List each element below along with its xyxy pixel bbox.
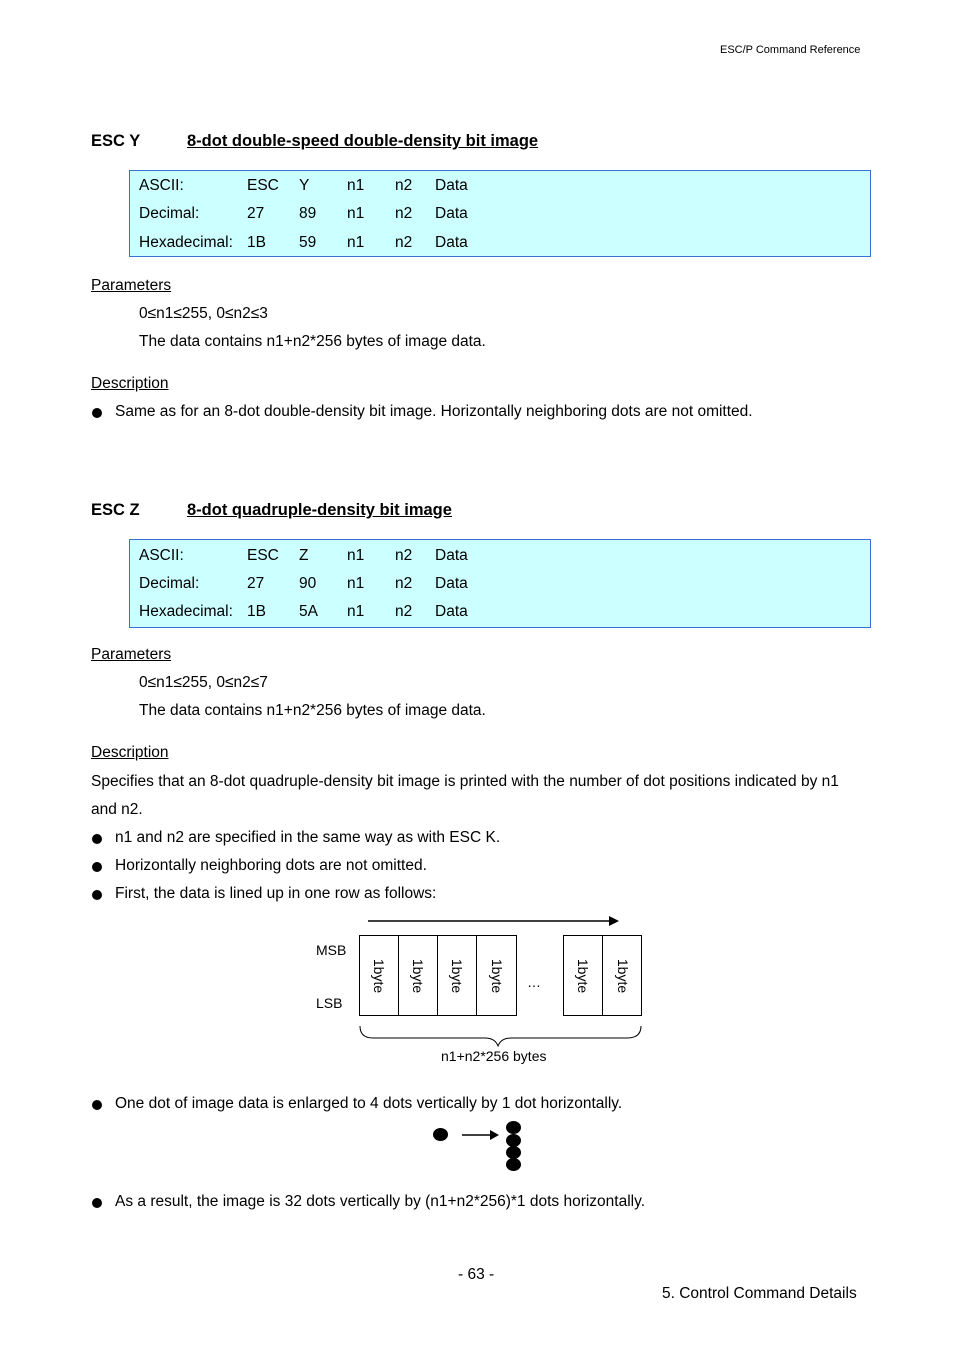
ellipsis: …: [527, 974, 541, 990]
code-value: ESC: [247, 177, 279, 194]
code-value: Data: [435, 234, 468, 251]
code-label: Hexadecimal:: [139, 603, 233, 620]
code-label: Decimal:: [139, 205, 200, 222]
command-title: 8-dot quadruple-density bit image: [187, 501, 452, 519]
command-name: ESC Y: [91, 132, 141, 150]
code-value: n2: [395, 234, 413, 251]
byte-cell: [399, 936, 438, 1015]
byte-cell: [564, 936, 603, 1015]
code-value: Data: [435, 575, 468, 592]
parameters-heading: Parameters: [91, 646, 172, 663]
description-text-line: and n2.: [91, 801, 143, 818]
bullet-icon: [92, 1100, 102, 1110]
section-title-esc-z: [91, 501, 452, 520]
code-value: n2: [395, 177, 413, 194]
byte-cell: [477, 936, 516, 1015]
code-value: n2: [395, 547, 413, 564]
brace: [357, 1024, 645, 1048]
description-bullet: As a result, the image is 32 dots vertically by (n1+n2*256)*1 dots horizontally.: [115, 1193, 646, 1210]
code-value: n1: [347, 177, 365, 194]
command-code-box: [129, 170, 871, 257]
code-label: ASCII:: [139, 177, 184, 194]
lsb-label: LSB: [316, 995, 343, 1011]
description-heading: Description: [91, 744, 169, 761]
section-title-esc-y: [91, 132, 538, 151]
code-value: n2: [395, 575, 413, 592]
code-value: 27: [247, 575, 265, 592]
code-value: n2: [395, 603, 413, 620]
code-label: Hexadecimal:: [139, 234, 233, 251]
byte-cell: [438, 936, 477, 1015]
code-value: n1: [347, 603, 365, 620]
parameters-heading: Parameters: [91, 277, 172, 294]
byte-cell: [360, 936, 399, 1015]
code-value: 1B: [247, 603, 266, 620]
bullet-icon: [92, 408, 102, 418]
code-value: 1B: [247, 234, 266, 251]
code-value: 27: [247, 205, 265, 222]
description-text-line: Specifies that an 8-dot quadruple-density bit image is printed with the number of dot positions indicated by n1: [91, 773, 839, 790]
byte-row-start: [359, 935, 517, 1016]
description-heading: Description: [91, 375, 169, 392]
parameter-range: 0≤n1≤255, 0≤n2≤7: [139, 674, 268, 691]
byte-label: 1byte: [449, 958, 465, 993]
bullet-icon: [92, 834, 102, 844]
parameter-note: The data contains n1+n2*256 bytes of image data.: [139, 702, 486, 719]
byte-label: 1byte: [614, 958, 631, 993]
byte-cell: [603, 936, 642, 1015]
code-value: n1: [347, 234, 365, 251]
bullet-icon: [92, 1198, 102, 1208]
code-value: Z: [299, 547, 309, 564]
code-value: 90: [299, 575, 317, 592]
code-value: n1: [347, 547, 365, 564]
command-name: ESC Z: [91, 501, 140, 519]
command-title: 8-dot double-speed double-density bit image: [187, 132, 539, 150]
direction-arrow: [360, 914, 622, 928]
enlarged-dot: [506, 1158, 521, 1171]
code-value: n1: [347, 205, 365, 222]
byte-label: 1byte: [575, 958, 591, 993]
bullet-icon: [92, 890, 102, 900]
code-value: Data: [435, 547, 468, 564]
code-value: Data: [435, 205, 468, 222]
byte-label: 1byte: [410, 958, 426, 993]
description-bullet: Same as for an 8-dot double-density bit image. Horizontally neighboring dots are not omitted.: [115, 403, 753, 420]
parameter-range: 0≤n1≤255, 0≤n2≤3: [139, 305, 268, 322]
msb-label: MSB: [316, 942, 347, 958]
code-label: Decimal:: [139, 575, 200, 592]
byte-label: 1byte: [488, 958, 505, 993]
code-value: 59: [299, 234, 317, 251]
page-number: - 63 -: [458, 1266, 495, 1283]
enlarged-dot: [506, 1121, 521, 1134]
chapter-footer: 5. Control Command Details: [662, 1285, 857, 1302]
byte-row-end: [563, 935, 642, 1016]
byte-label: 1byte: [371, 958, 387, 993]
code-value: n1: [347, 575, 365, 592]
enlarge-arrow: [461, 1128, 501, 1142]
code-value: Data: [435, 603, 468, 620]
parameter-note: The data contains n1+n2*256 bytes of image data.: [139, 333, 486, 350]
code-value: Y: [299, 177, 310, 194]
description-bullet: One dot of image data is enlarged to 4 dots vertically by 1 dot horizontally.: [115, 1095, 623, 1112]
code-label: ASCII:: [139, 547, 184, 564]
command-code-box: [129, 539, 871, 628]
bullet-icon: [92, 862, 102, 872]
brace-label: n1+n2*256 bytes: [441, 1048, 547, 1064]
code-value: n2: [395, 205, 413, 222]
code-value: ESC: [247, 547, 279, 564]
code-value: 89: [299, 205, 317, 222]
source-dot: [433, 1128, 448, 1141]
description-bullet: First, the data is lined up in one row as follows:: [115, 885, 437, 902]
code-value: Data: [435, 177, 468, 194]
description-bullet: n1 and n2 are specified in the same way as with ESC K.: [115, 829, 501, 846]
description-bullet: Horizontally neighboring dots are not omitted.: [115, 857, 427, 874]
running-header: ESC/P Command Reference: [720, 44, 861, 56]
code-value: 5A: [299, 603, 318, 620]
